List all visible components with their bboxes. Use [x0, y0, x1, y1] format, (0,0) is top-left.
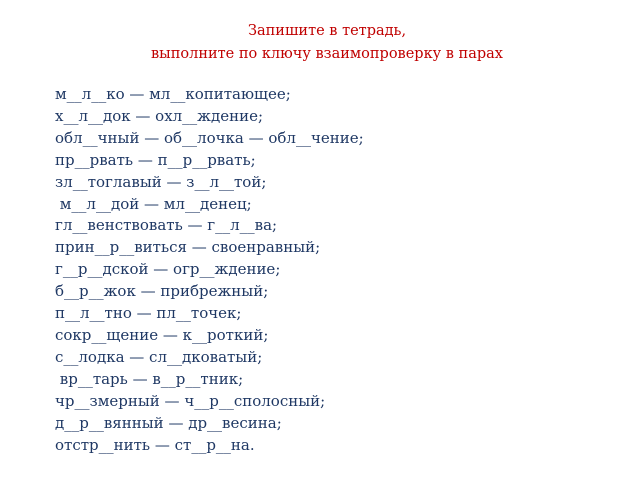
- list-item: гл__венствовать — г__л__ва;: [55, 216, 278, 235]
- list-item: м__л__дой — мл__денец;: [55, 194, 252, 213]
- list-item: м__л__ко — мл__копитающее;: [55, 85, 291, 103]
- list-item: сокр__щение — к__роткий;: [55, 325, 269, 344]
- slide-heading: [0, 20, 640, 66]
- list-item: прин__р__виться — своенравный;: [55, 238, 321, 257]
- list-item: отстр__нить — ст__р__на.: [55, 435, 255, 454]
- list-item: б__р__жок — прибрежный;: [55, 282, 269, 301]
- list-item: зл__тоглавый — з__л__той;: [55, 172, 267, 191]
- heading-line-2: выполните по ключу взаимопроверку в парах: [151, 46, 503, 62]
- list-item: х__л__док — охл__ждение;: [55, 106, 264, 125]
- list-item: вр__тарь — в__р__тник;: [55, 369, 244, 388]
- list-item: д__р__вянный — др__весина;: [55, 413, 282, 432]
- heading-line-1: Запишите в тетрадь,: [247, 23, 407, 39]
- list-item: с__лодка — сл__дковатый;: [55, 347, 263, 366]
- list-item: обл__чный — об__лочка — обл__чение;: [55, 128, 364, 147]
- list-item: пр__рвать — п__р__рвать;: [55, 150, 256, 169]
- exercise-word-list: [55, 84, 364, 456]
- list-item: п__л__тно — пл__точек;: [55, 304, 242, 323]
- list-item: чр__змерный — ч__р__сполосный;: [55, 391, 326, 410]
- list-item: г__р__дской — огр__ждение;: [55, 260, 281, 279]
